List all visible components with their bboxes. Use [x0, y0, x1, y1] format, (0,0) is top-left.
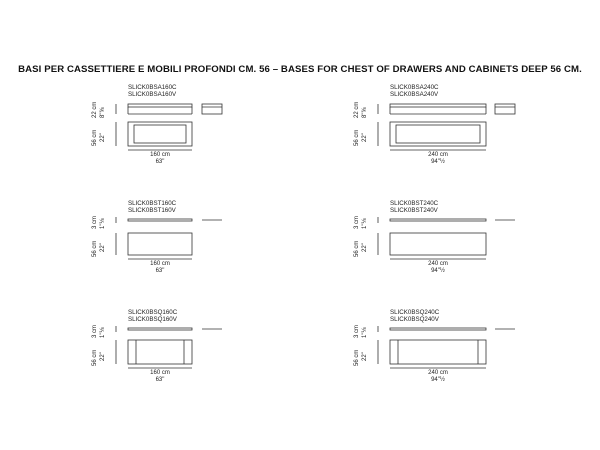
depth-in: 22" [362, 133, 368, 142]
drawing-bst240 [378, 217, 515, 259]
height-in: 1"⅛ [362, 218, 368, 229]
drawing-bsa160 [116, 104, 222, 150]
height-cm: 3 cm [92, 324, 98, 338]
drawing-bsa240 [378, 104, 515, 150]
drawing-bsq240 [378, 326, 515, 368]
width-in: 63" [155, 268, 165, 274]
front-view-top [128, 104, 192, 107]
height-in: 8"⅝ [100, 107, 106, 118]
depth-in: 22" [100, 133, 106, 142]
width-cm: 240 cm [428, 370, 448, 376]
product-code: SLICK0BSQ240C [390, 309, 440, 316]
page-title: BASI PER CASSETTIERE E MOBILI PROFONDI CM. 56 – BASES FOR CHEST OF DRAWERS AND CABINETS DEEP 56 CM. [18, 64, 582, 75]
width-cm: 160 cm [150, 261, 170, 267]
height-in: 8"⅝ [362, 107, 368, 118]
width-in: 94"½ [431, 268, 445, 274]
depth-cm: 56 cm [354, 349, 360, 366]
width-in: 94"½ [431, 377, 445, 383]
product-code: SLICK0BSQ160V [128, 316, 177, 323]
height-in: 1"⅛ [362, 327, 368, 338]
depth-in: 22" [362, 243, 368, 252]
product-code: SLICK0BSQ160C [128, 309, 178, 316]
depth-in: 22" [362, 352, 368, 361]
product-code: SLICK0BST240C [390, 200, 439, 207]
height-cm: 3 cm [354, 324, 360, 338]
width-cm: 240 cm [428, 261, 448, 267]
height-cm: 22 cm [92, 101, 98, 118]
width-in: 94"½ [431, 159, 445, 165]
product-code: SLICK0BST160V [128, 207, 176, 214]
depth-cm: 56 cm [92, 240, 98, 257]
product-code: SLICK0BSA240V [390, 91, 439, 98]
depth-in: 22" [100, 352, 106, 361]
height-in: 1"⅛ [100, 327, 106, 338]
side-view [202, 104, 222, 114]
depth-cm: 56 cm [92, 129, 98, 146]
height-in: 1"⅛ [100, 218, 106, 229]
drawing-bst160 [116, 217, 222, 259]
product-code: SLICK0BST160C [128, 200, 177, 207]
height-cm: 3 cm [354, 215, 360, 229]
width-cm: 160 cm [150, 152, 170, 158]
height-cm: 22 cm [354, 101, 360, 118]
product-code: SLICK0BSA160C [128, 84, 177, 91]
plan-view [128, 122, 192, 146]
depth-cm: 56 cm [354, 129, 360, 146]
product-code: SLICK0BSQ240V [390, 316, 439, 323]
width-cm: 240 cm [428, 152, 448, 158]
height-cm: 3 cm [92, 215, 98, 229]
depth-cm: 56 cm [354, 240, 360, 257]
width-cm: 160 cm [150, 370, 170, 376]
drawing-bsq160 [116, 326, 222, 368]
width-in: 63" [155, 377, 165, 383]
depth-in: 22" [100, 243, 106, 252]
product-code: SLICK0BSA240C [390, 84, 439, 91]
width-in: 63" [155, 159, 165, 165]
product-code: SLICK0BST240V [390, 207, 438, 214]
depth-cm: 56 cm [92, 349, 98, 366]
product-code: SLICK0BSA160V [128, 91, 177, 98]
